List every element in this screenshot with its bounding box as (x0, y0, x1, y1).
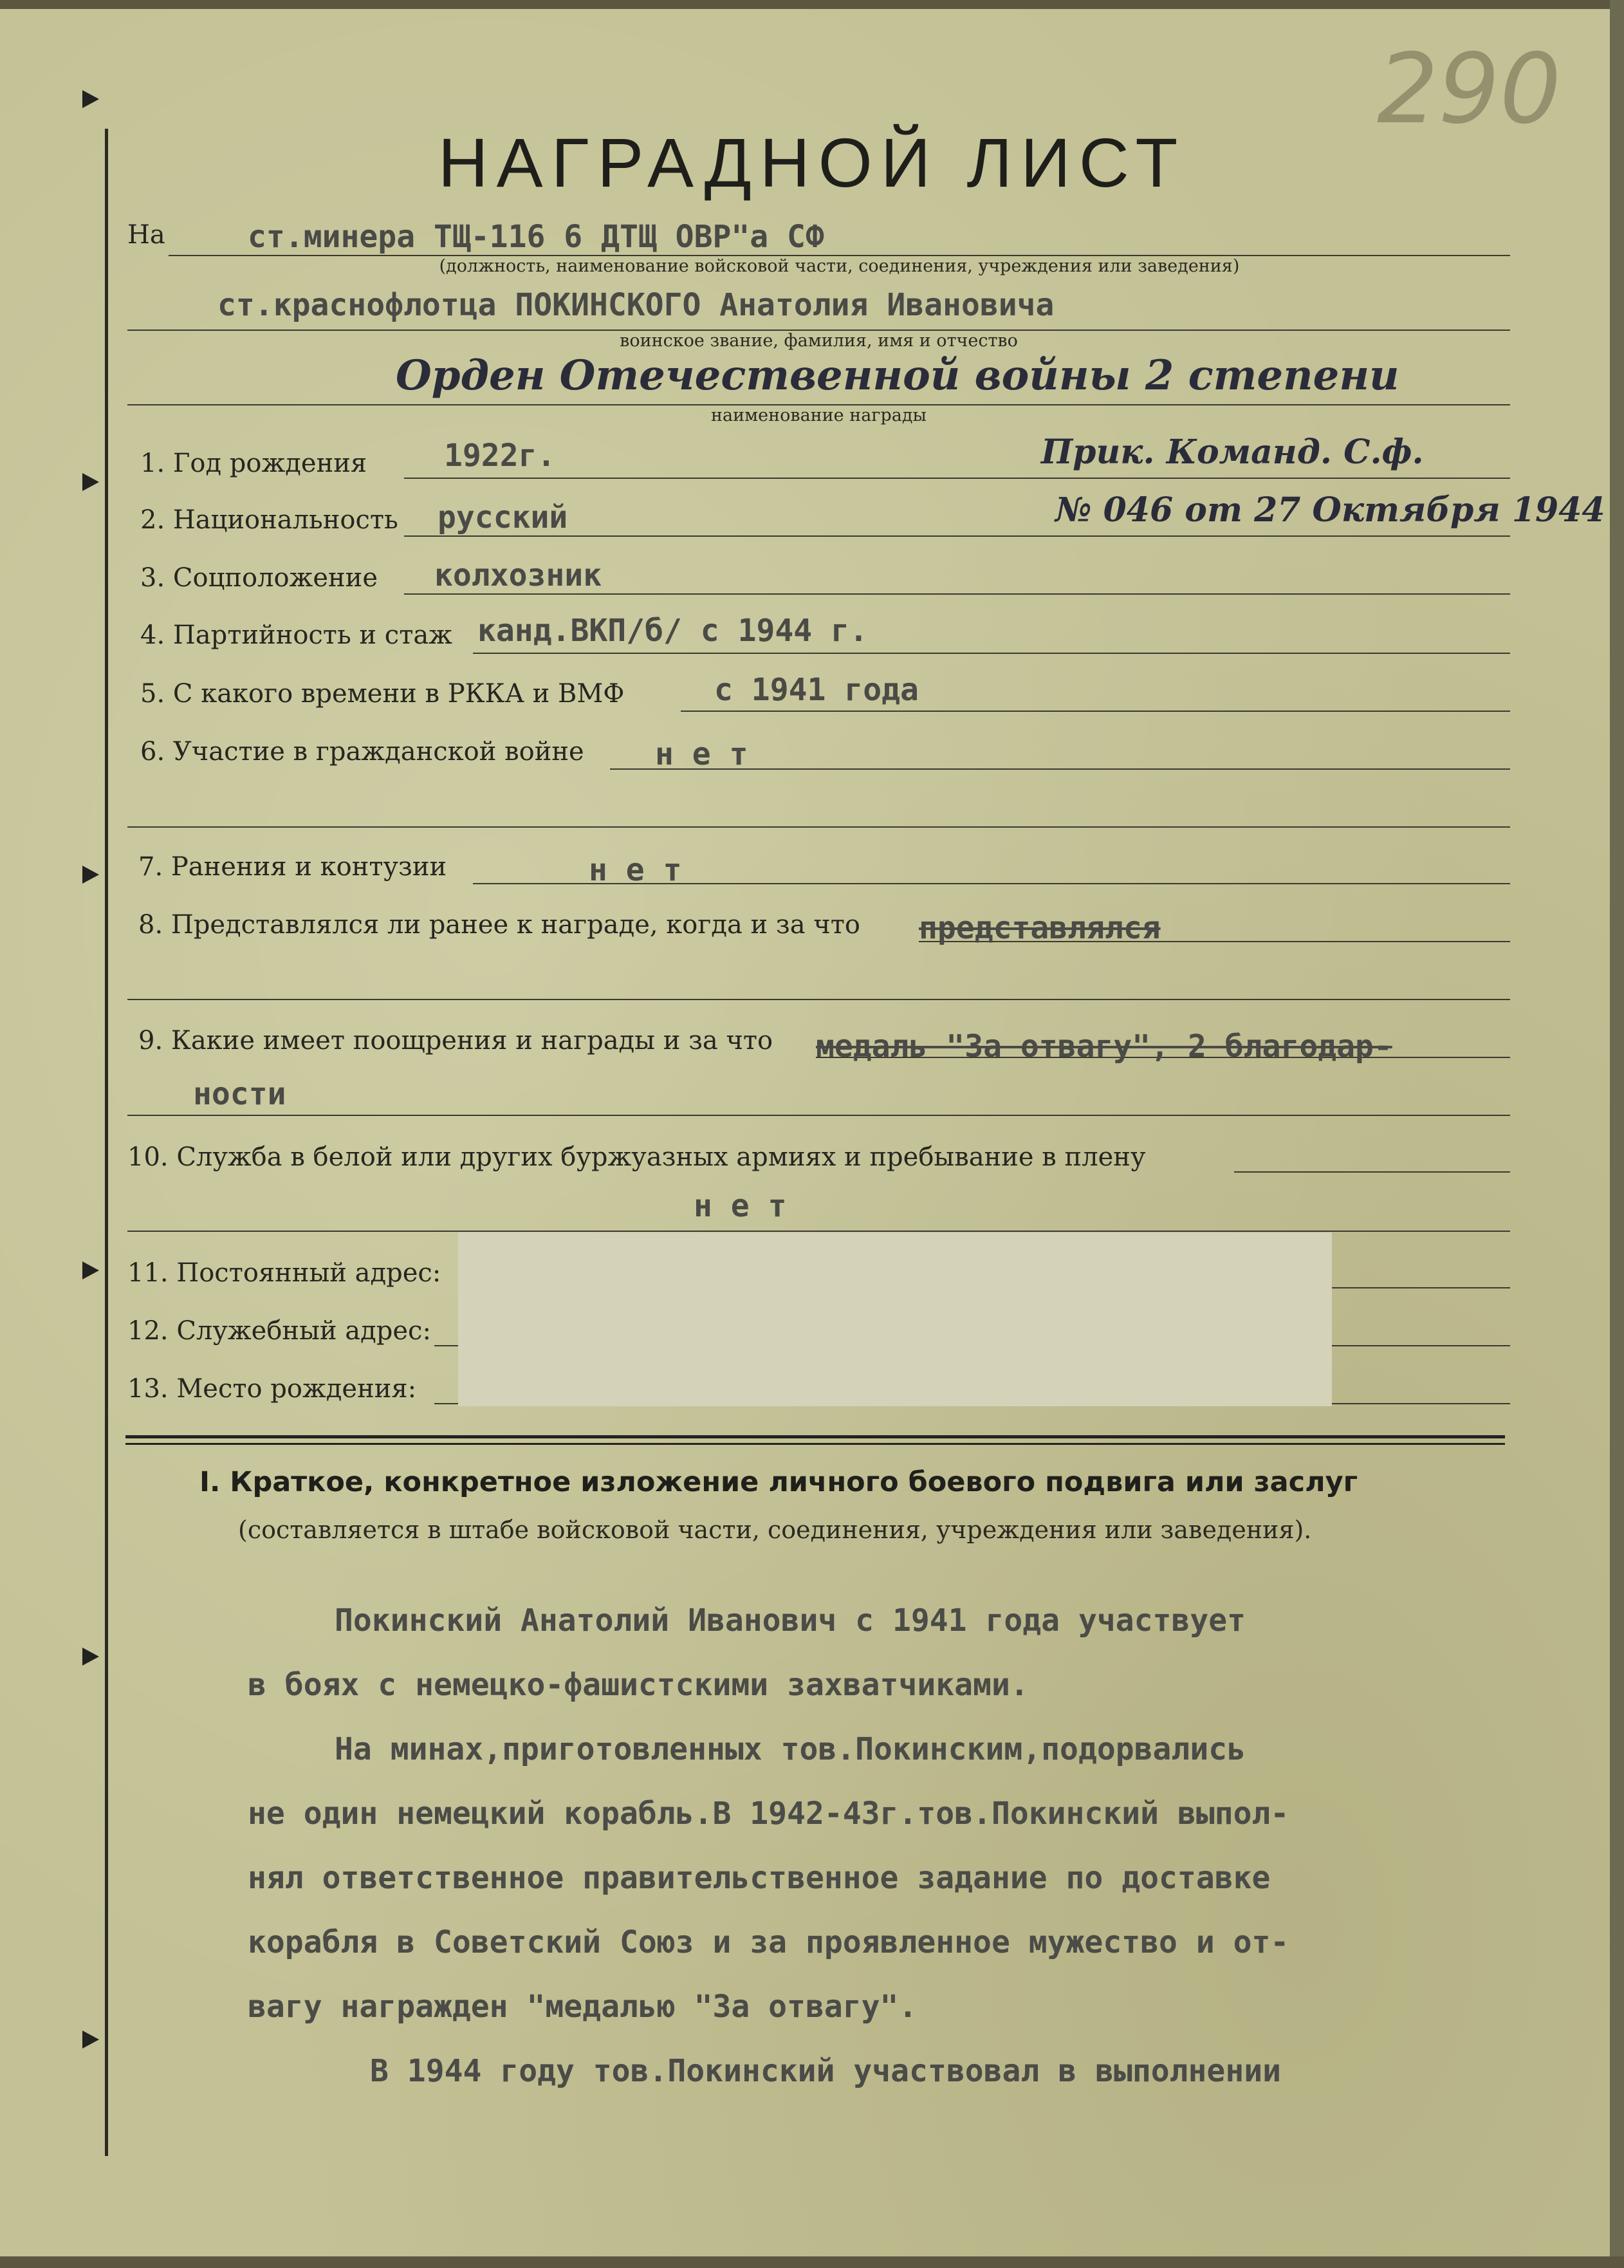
field-awards-value: медаль "За отвагу", 2 благодар- (816, 1028, 1392, 1064)
archive-number: 290 (1377, 33, 1562, 145)
field-wounds-value: н е т (589, 852, 682, 888)
narrative-line: В 1944 году тов.Покинский участвовал в выполнении (370, 2053, 1282, 2089)
page-edge-right (1610, 0, 1624, 2268)
field-awards-value-continued: ности (193, 1076, 286, 1112)
field-social-status-label: 3. Соцположение (140, 563, 378, 593)
section-divider (125, 1443, 1505, 1445)
field-line (1234, 1171, 1510, 1173)
award-caption: наименование награды (711, 405, 927, 425)
name-caption: воинское звание, фамилия, имя и отчество (620, 331, 1018, 351)
field-line (404, 478, 1510, 479)
narrative-line: корабля в Советский Союз и за проявленное мужество и от- (248, 1924, 1289, 1960)
page-edge-top (0, 0, 1624, 9)
binding-tick (82, 473, 99, 491)
field-awards-label: 9. Какие имеет поощрения и награды и за что (138, 1026, 773, 1055)
narrative-line: в боях с немецко-фашистскими захватчиками. (248, 1667, 1029, 1703)
field-birth-year-value: 1922г. (444, 438, 556, 474)
binding-tick (82, 2031, 99, 2049)
field-previous-award-label: 8. Представлялся ли ранее к награде, когда и за что (138, 910, 860, 940)
field-line (473, 653, 1510, 654)
order-note-line-1: Прик. Команд. С.ф. (1041, 432, 1424, 472)
to-prefix: На (127, 220, 165, 250)
binding-tick (82, 866, 99, 884)
field-party-value: канд.ВКП/б/ с 1944 г. (477, 613, 868, 649)
field-service-address-label: 12. Служебный адрес: (127, 1316, 431, 1346)
narrative-line: вагу награжден "медалью "За отвагу". (248, 1989, 918, 2025)
field-civil-war-value: н е т (655, 736, 748, 772)
field-birthplace-label: 13. Место рождения: (127, 1374, 417, 1404)
binding-tick (82, 1648, 99, 1666)
field-party-label: 4. Партийность и стаж (140, 620, 452, 650)
award-name: Орден Отечественной войны 2 степени (396, 351, 1399, 400)
field-line-continuation (127, 1231, 1510, 1232)
field-white-army-label: 10. Служба в белой или других буржуазных армиях и пребывание в плену (127, 1142, 1146, 1172)
position-value: ст.минера ТЩ-116 6 ДТЩ ОВР"а СФ (248, 219, 824, 255)
field-line-continuation (127, 999, 1510, 1000)
field-army-since-label: 5. С какого времени в РККА и ВМФ (140, 679, 625, 709)
binding-margin-line (105, 129, 108, 2156)
field-line (404, 535, 1510, 537)
section-divider (125, 1435, 1505, 1438)
order-note-line-2: № 046 от 27 Октября 1944 (1055, 490, 1605, 530)
binding-tick (82, 90, 99, 108)
field-previous-award-value: представлялся (919, 910, 1161, 946)
narrative-line: не один немецкий корабль.В 1942-43г.тов.Покинский выпол- (248, 1796, 1289, 1832)
address-redaction-block (458, 1232, 1332, 1406)
field-line-continuation (127, 826, 1510, 828)
field-line (681, 711, 1510, 712)
section-subheading: (составляется в штабе войсковой части, соединения, учреждения или заведения). (238, 1516, 1312, 1544)
field-army-since-value: с 1941 года (714, 672, 919, 708)
field-line-continuation (127, 1115, 1510, 1116)
field-permanent-address-label: 11. Постоянный адрес: (127, 1258, 441, 1288)
narrative-line: На минах,приготовленных тов.Покинским,подорвались (335, 1731, 1246, 1767)
field-social-status-value: колхозник (434, 557, 602, 593)
document-title: НАГРАДНОЙ ЛИСТ (438, 124, 1186, 201)
field-wounds-label: 7. Ранения и контузии (138, 852, 447, 882)
position-caption: (должность, наименование войсковой части, соединения, учреждения или заведения) (439, 256, 1240, 276)
field-birth-year-label: 1. Год рождения (140, 449, 367, 478)
field-white-army-value: н е т (694, 1188, 787, 1224)
binding-tick (82, 1261, 99, 1279)
narrative-line: нял ответственное правительственное задание по доставке (248, 1860, 1271, 1896)
field-nationality-label: 2. Национальность (140, 505, 398, 535)
field-line (1332, 1287, 1510, 1288)
field-nationality-value: русский (438, 499, 568, 535)
recipient-name: ст.краснофлотца ПОКИНСКОГО Анатолия Ивановича (217, 287, 1055, 323)
field-line (404, 593, 1510, 595)
field-civil-war-label: 6. Участие в гражданской войне (140, 737, 584, 767)
section-heading: I. Краткое, конкретное изложение личного боевого подвига или заслуг (199, 1466, 1358, 1498)
page-edge-bottom (0, 2256, 1624, 2268)
narrative-line: Покинский Анатолий Иванович с 1941 года участвует (335, 1603, 1246, 1639)
